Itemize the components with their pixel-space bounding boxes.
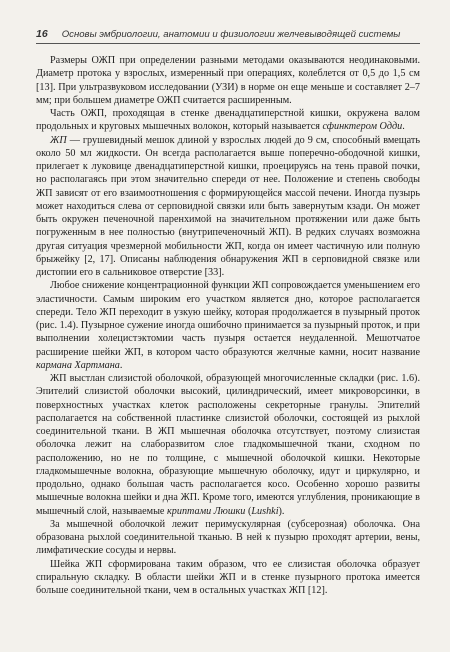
- paragraph: [36, 107, 420, 134]
- italic-term: криптами Люшки: [167, 505, 246, 517]
- text-run: ЖП выстлан слизистой оболочкой, образующей многочисленные складки (рис. 1.6). Эпителий слизистой оболочки высокий, цилиндрический, имеет микроворсинки, в поверхностных участках клеток расположены секреторные гранулы. Эпителий располагается на собственной пластинке слизистой оболочки, состоящей из рыхлой соединительной ткани. В ЖП мышечная оболочка отсутствует, поэтому слизистая оболочка лежит на слаборазвитом слое гладкомышечной ткани, сходном по расположению, но не по толщине, с мышечной оболочкой кишки. Некоторые гладкомышечные волокна, образующие мышечную оболочку, идут и циркулярно, и продольно, однако большая часть располагается косо. Особенно хорошо развиты мышечные волокна шейки и дна ЖП. Кроме того, имеются углубления, проникающие в мышечный слой, называемые: [36, 373, 420, 517]
- italic-term: ЖП: [50, 134, 67, 146]
- italic-term: сфинктером Одди: [322, 121, 403, 133]
- text-run: .: [119, 359, 123, 371]
- running-title: Основы эмбриологии, анатомии и физиологии желчевыводящей системы: [61, 29, 401, 40]
- paragraph: [36, 134, 420, 280]
- text-run: (: [245, 505, 252, 517]
- text-run: Любое снижение концентрационной функции ЖП сопровождается уменьшением его эластичности. Самым широким его участком является дно, которое располагается спереди. Тело ЖП переходит в узкую шейку, которая продолжается в пузырный проток (рис. 1.4). Пузырное сужение иногда ошибочно принимается за пузырный проток, и при выполнении холецистэктомии часть пузыря остается неудаленной. Мешотчатое расширение шейки ЖП, в котором часто образуются желчные камни, носит название: [36, 280, 420, 358]
- italic-term: кармана Хартмана: [36, 359, 120, 371]
- body-text: [36, 54, 420, 597]
- paragraph: [36, 518, 420, 558]
- paragraph: [36, 372, 420, 518]
- text-run: ).: [278, 505, 285, 517]
- text-run: За мышечной оболочкой лежит перимускулярная (субсерозная) оболочка. Она образована рыхлой соединительной тканью. В ней к пузырю проходят артерии, вены, лимфатические сосуды и нервы.: [36, 518, 420, 557]
- running-header: [36, 28, 420, 44]
- text-run: Размеры ОЖП при определении разными методами оказываются неодинаковыми. Диаметр протока у взрослых, измеренный при операциях, колеблется от 0,5 до 1,5 см [13]. При ультразвуковом исследовании (УЗИ) в норме он еще меньше и составляет 2–7 мм; при большем диаметре ОЖП считается расширенным.: [36, 55, 420, 106]
- text-run: Часть ОЖП, проходящая в стенке двенадцатиперстной кишки, окружена валом продольных и круговых мышечных волокон, который называется: [36, 108, 420, 133]
- text-run: Шейка ЖП сформирована таким образом, что ее слизистая оболочка образует спиральную складку. В области шейки ЖП и в стенке пузырного протока имеется больше соединительной ткани, чем в остальных участках ЖП [12].: [36, 558, 420, 596]
- text-run: .: [402, 121, 405, 133]
- paragraph: [36, 279, 420, 372]
- italic-term: Lushki: [251, 505, 279, 517]
- paragraph: [36, 558, 420, 598]
- page-number: 16: [36, 28, 48, 40]
- text-run: — грушевидный мешок длиной у взрослых людей до 9 см, способный вмещать около 50 мл жидкости. Он всегда располагается выше поперечно-ободочной кишки, прилегает к луковице двенадцатиперстной кишки, проецируясь на тень правой почки, но располагаясь при этом значительно спереди от нее. Положение и степень свободы ЖП зависят от его взаимоотношения с формирующейся массой печени. Иногда пузырь может находиться слева от серповидной связки или быть завернутым кзади. Он может быть окружен печеночной паренхимой на значительном протяжении или даже быть погруженным в нее полностью (внутрипеченочный ЖП). В редких случаях возможна другая ситуация чрезмерной мобильности ЖП, когда он имеет частичную или полную брыжейку [2, 17]. Описаны наблюдения обнаружения ЖП в серповидной связке или дистопии его в сальниковое отверстие [33].: [36, 134, 420, 278]
- paragraph: [36, 54, 420, 107]
